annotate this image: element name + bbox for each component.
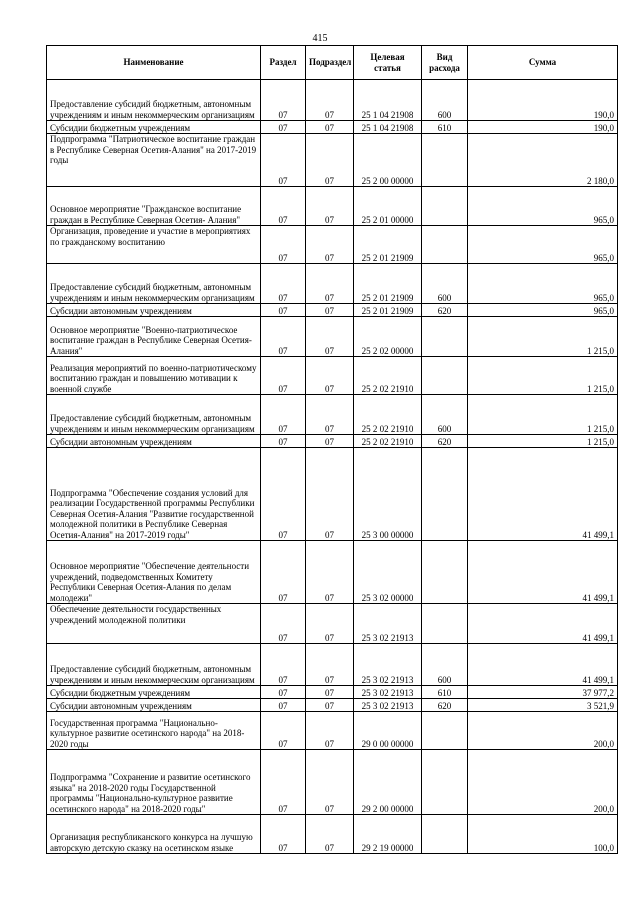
row-type — [422, 317, 468, 357]
row-target: 25 2 02 21910 — [354, 395, 422, 435]
row-subsection: 07 — [306, 80, 354, 121]
row-target: 25 2 00 00000 — [354, 134, 422, 187]
row-amount: 2 180,0 — [468, 134, 618, 187]
row-type — [422, 226, 468, 264]
row-subsection: 07 — [306, 644, 354, 686]
header-type — [422, 46, 468, 80]
row-target: 25 2 02 21910 — [354, 435, 422, 448]
table-row — [47, 317, 618, 357]
table-row — [47, 750, 618, 815]
row-amount: 965,0 — [468, 226, 618, 264]
row-target: 25 2 01 21909 — [354, 226, 422, 264]
row-amount: 1 215,0 — [468, 435, 618, 448]
row-name: Подпрограмма "Обеспечение создания условий для реализации Государственной программы Республики Северная Осетия-Алания "Развитие государственной молодежной политики в Республике Северная Осетия-Алания" на 2017-2019 годы" — [47, 448, 261, 541]
row-type — [422, 134, 468, 187]
row-subsection: 07 — [306, 134, 354, 187]
row-amount: 1 215,0 — [468, 357, 618, 395]
table-row — [47, 264, 618, 304]
row-name: Субсидии бюджетным учреждениям — [47, 686, 261, 699]
row-name: Предоставление субсидий бюджетным, автономным учреждениям и иным некоммерческим организациям — [47, 395, 261, 435]
row-target: 25 1 04 21908 — [354, 121, 422, 134]
row-name: Предоставление субсидий бюджетным, автономным учреждениям и иным некоммерческим организациям — [47, 264, 261, 304]
row-type: 600 — [422, 395, 468, 435]
header-target-line1: Целевая — [370, 51, 405, 62]
row-section: 07 — [261, 134, 306, 187]
row-name: Реализация мероприятий по военно-патриотическому воспитанию граждан и повышению мотивации к военной службе — [47, 357, 261, 395]
row-amount: 37 977,2 — [468, 686, 618, 699]
row-target: 29 2 19 00000 — [354, 815, 422, 854]
row-type: 610 — [422, 686, 468, 699]
table-row — [47, 304, 618, 317]
row-subsection: 07 — [306, 750, 354, 815]
row-subsection: 07 — [306, 121, 354, 134]
row-target: 29 2 00 00000 — [354, 750, 422, 815]
row-type: 620 — [422, 699, 468, 712]
row-amount: 41 499,1 — [468, 604, 618, 644]
row-target: 25 3 02 21913 — [354, 686, 422, 699]
table-row — [47, 686, 618, 699]
row-name: Обеспечение деятельности государственных учреждений молодежной политики — [47, 604, 261, 644]
row-amount: 41 499,1 — [468, 644, 618, 686]
row-amount: 965,0 — [468, 187, 618, 226]
row-subsection: 07 — [306, 264, 354, 304]
header-target-line2: статья — [374, 62, 401, 73]
row-subsection: 07 — [306, 395, 354, 435]
row-subsection: 07 — [306, 448, 354, 541]
header-name: Наименование — [47, 46, 261, 80]
row-section: 07 — [261, 750, 306, 815]
row-name: Подпрограмма "Сохранение и развитие осетинского языка" на 2018-2020 годы Государственной программы "Национально-культурное развитие осетинского народа" на 2018-2020 годы" — [47, 750, 261, 815]
row-section: 07 — [261, 395, 306, 435]
row-target: 25 2 02 21910 — [354, 357, 422, 395]
row-section: 07 — [261, 815, 306, 854]
row-type: 620 — [422, 304, 468, 317]
row-subsection: 07 — [306, 541, 354, 604]
table-row — [47, 448, 618, 541]
row-type — [422, 357, 468, 395]
row-subsection: 07 — [306, 187, 354, 226]
row-target: 25 3 02 00000 — [354, 541, 422, 604]
row-type — [422, 604, 468, 644]
row-name: Предоставление субсидий бюджетным, автономным учреждениям и иным некоммерческим организациям — [47, 80, 261, 121]
row-type — [422, 712, 468, 750]
header-section: Раздел — [261, 46, 306, 80]
row-amount: 100,0 — [468, 815, 618, 854]
table-row — [47, 395, 618, 435]
row-target: 25 3 02 21913 — [354, 604, 422, 644]
row-amount: 41 499,1 — [468, 448, 618, 541]
row-section: 07 — [261, 80, 306, 121]
row-subsection: 07 — [306, 712, 354, 750]
table-row — [47, 80, 618, 121]
row-subsection: 07 — [306, 304, 354, 317]
header-type-line1: Вид — [436, 51, 453, 62]
table-row — [47, 134, 618, 187]
row-type — [422, 750, 468, 815]
row-target: 29 0 00 00000 — [354, 712, 422, 750]
row-target: 25 3 02 21913 — [354, 644, 422, 686]
row-subsection: 07 — [306, 357, 354, 395]
row-name: Государственная программа "Национально-культурное развитие осетинского народа" на 2018-2020 годы — [47, 712, 261, 750]
header-amount: Сумма — [468, 46, 618, 80]
row-subsection: 07 — [306, 699, 354, 712]
row-section: 07 — [261, 712, 306, 750]
row-section: 07 — [261, 226, 306, 264]
row-section: 07 — [261, 448, 306, 541]
row-amount: 1 215,0 — [468, 395, 618, 435]
table-row — [47, 712, 618, 750]
row-section: 07 — [261, 317, 306, 357]
row-name: Предоставление субсидий бюджетным, автономным учреждениям и иным некоммерческим организациям — [47, 644, 261, 686]
row-target: 25 2 01 21909 — [354, 304, 422, 317]
budget-table — [46, 45, 618, 854]
row-target: 25 2 01 21909 — [354, 264, 422, 304]
table-row — [47, 604, 618, 644]
header-type-line2: расхода — [429, 62, 460, 73]
row-name: Основное мероприятие "Гражданское воспитание граждан в Республике Северная Осетия- Алания" — [47, 187, 261, 226]
table-row — [47, 435, 618, 448]
row-subsection: 07 — [306, 435, 354, 448]
row-name: Основное мероприятие "Обеспечение деятельности учреждений, подведомственных Комитету Республики Северная Осетия-Алания по делам молодежи" — [47, 541, 261, 604]
row-type: 600 — [422, 80, 468, 121]
table-row — [47, 187, 618, 226]
table-row — [47, 541, 618, 604]
row-type — [422, 187, 468, 226]
row-amount: 200,0 — [468, 750, 618, 815]
table-row — [47, 226, 618, 264]
row-amount: 3 521,9 — [468, 699, 618, 712]
row-type: 600 — [422, 644, 468, 686]
header-subsection: Подраздел — [306, 46, 354, 80]
row-subsection: 07 — [306, 686, 354, 699]
row-section: 07 — [261, 304, 306, 317]
row-type — [422, 815, 468, 854]
row-name: Организация, проведение и участие в мероприятиях по гражданскому воспитанию — [47, 226, 261, 264]
row-amount: 965,0 — [468, 304, 618, 317]
table-row — [47, 644, 618, 686]
row-section: 07 — [261, 435, 306, 448]
row-amount: 965,0 — [468, 264, 618, 304]
row-section: 07 — [261, 686, 306, 699]
row-type: 600 — [422, 264, 468, 304]
page-number: 415 — [312, 33, 328, 44]
row-section: 07 — [261, 121, 306, 134]
row-name: Субсидии автономным учреждениям — [47, 699, 261, 712]
header-target — [354, 46, 422, 80]
row-amount: 1 215,0 — [468, 317, 618, 357]
row-name: Организация республиканского конкурса на лучшую авторскую детскую сказку на осетинском языке — [47, 815, 261, 854]
row-target: 25 2 01 00000 — [354, 187, 422, 226]
row-amount: 190,0 — [468, 121, 618, 134]
table-row — [47, 815, 618, 854]
row-name: Субсидии бюджетным учреждениям — [47, 121, 261, 134]
row-type — [422, 448, 468, 541]
table-row — [47, 357, 618, 395]
row-target: 25 3 00 00000 — [354, 448, 422, 541]
row-target: 25 2 02 00000 — [354, 317, 422, 357]
row-type: 610 — [422, 121, 468, 134]
row-amount: 190,0 — [468, 80, 618, 121]
row-amount: 41 499,1 — [468, 541, 618, 604]
row-section: 07 — [261, 644, 306, 686]
row-type: 620 — [422, 435, 468, 448]
table-row — [47, 699, 618, 712]
row-amount: 200,0 — [468, 712, 618, 750]
row-subsection: 07 — [306, 226, 354, 264]
header-row — [47, 46, 618, 80]
row-target: 25 1 04 21908 — [354, 80, 422, 121]
row-name: Субсидии автономным учреждениям — [47, 435, 261, 448]
row-name: Субсидии автономным учреждениям — [47, 304, 261, 317]
row-type — [422, 541, 468, 604]
row-section: 07 — [261, 699, 306, 712]
row-name: Основное мероприятие "Военно-патриотическое воспитание граждан в Республике Северная Осетия- Алания" — [47, 317, 261, 357]
row-section: 07 — [261, 357, 306, 395]
row-section: 07 — [261, 541, 306, 604]
row-target: 25 3 02 21913 — [354, 699, 422, 712]
row-subsection: 07 — [306, 317, 354, 357]
row-name: Подпрограмма "Патриотическое воспитание граждан в Республике Северная Осетия-Алания" на 2017-2019 годы — [47, 134, 261, 187]
row-section: 07 — [261, 264, 306, 304]
row-section: 07 — [261, 604, 306, 644]
table-row — [47, 121, 618, 134]
row-section: 07 — [261, 187, 306, 226]
row-subsection: 07 — [306, 604, 354, 644]
row-subsection: 07 — [306, 815, 354, 854]
